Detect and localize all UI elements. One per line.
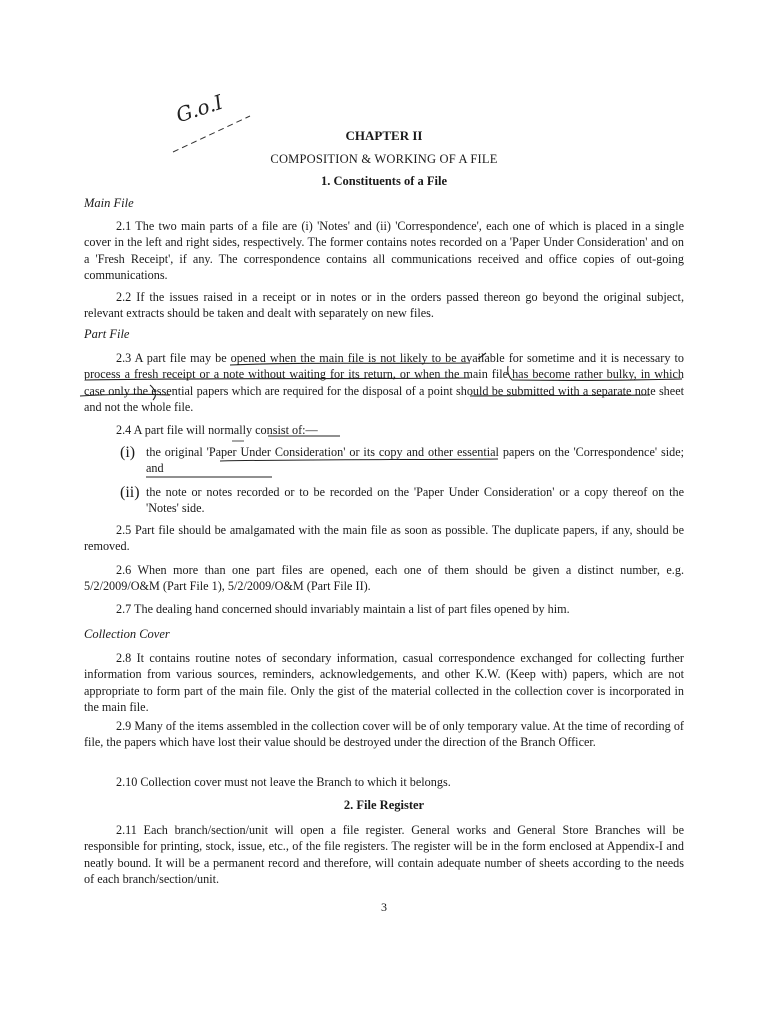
- chapter-subtitle: COMPOSITION & WORKING OF A FILE: [270, 152, 498, 166]
- paragraph-2-4: 2.4 A part file will normally consist of:—: [116, 423, 318, 437]
- chapter-heading: CHAPTER II: [345, 128, 423, 143]
- list-item-text: the original 'Paper Under Consideration' or its copy and other essential papers on the 'Correspondence' side; and: [146, 445, 684, 476]
- paragraph-2-7: 2.7 The dealing hand concerned should invariably maintain a list of part files opened by him.: [116, 602, 570, 616]
- paragraph-2-5: 2.5 Part file should be amalgamated with the main file as soon as possible. The duplicate papers, if any, should be removed.: [84, 523, 684, 554]
- paragraph-2-11: 2.11 Each branch/section/unit will open a file register. General works and General Store Branches will be responsible for printing, stock, issue, etc., of the file registers. The register will be in the form enclosed at Appendix-I and neatly bound. It will be a permanent record and therefore, will contain adequate number of sheets according to the needs of each branch/section/unit.: [84, 823, 684, 887]
- paragraph-2-1: 2.1 The two main parts of a file are (i) 'Notes' and (ii) 'Correspondence', each one of which is placed in a single cover in the left and right sides, respectively. The former contains notes recorded on a 'Paper Under Consideration' and on a 'Fresh Receipt', if any. The correspondence contains all communications received and office copies of out-going communications.: [84, 219, 684, 283]
- paragraph-2-9: 2.9 Many of the items assembled in the collection cover will be of only temporary value. At the time of recording of file, the papers which have lost their value should be destroyed under the direction of the Branch Officer.: [84, 719, 684, 750]
- paragraph-2-3: 2.3 A part file may be opened when the main file is not likely to be available for sometime and it is necessary to process a fresh receipt or a note without waiting for its return, or when the main file has become rather bulky, in which case only the essential papers which are required for the disposal of a point should be submitted with a separate note sheet and not the whole file.: [84, 351, 684, 415]
- list-item-text: the note or notes recorded or to be recorded on the 'Paper Under Consideration' or a copy thereof on the 'Notes' side.: [146, 485, 684, 516]
- paragraph-2-2: 2.2 If the issues raised in a receipt or in notes or in the orders passed thereon go beyond the original subject, relevant extracts should be taken and dealt with separately on new files.: [84, 290, 684, 321]
- paragraph-2-6: 2.6 When more than one part files are opened, each one of them should be given a distinct number, e.g. 5/2/2009/O&M (Part File 1), 5/2/2009/O&M (Part File II).: [84, 563, 684, 594]
- subheading-part-file: Part File: [84, 327, 130, 341]
- list-item: [120, 444, 684, 477]
- handwritten-annotation: [168, 86, 258, 156]
- section-heading-1: 1. Constituents of a File: [320, 174, 448, 188]
- subheading-collection-cover: Collection Cover: [84, 627, 170, 641]
- handwritten-text: G.o.I: [173, 89, 226, 128]
- paragraph-2-8: 2.8 It contains routine notes of secondary information, casual correspondence exchanged for collecting further information from various sources, reminders, acknowledgements, and other K.W. (Keep with) papers, which are not appropriate to form part of the main file. Only the gist of the material collected in the collection cover is incorporated in the main file.: [84, 651, 684, 715]
- paragraph-2-10: 2.10 Collection cover must not leave the Branch to which it belongs.: [116, 775, 451, 789]
- list-item-number: (ii): [120, 484, 140, 501]
- page-number: 3: [381, 900, 387, 914]
- list-item: [120, 484, 684, 517]
- subheading-main-file: Main File: [84, 196, 134, 210]
- list-item-number: (i): [120, 444, 136, 461]
- section-heading-2: 2. File Register: [343, 798, 425, 812]
